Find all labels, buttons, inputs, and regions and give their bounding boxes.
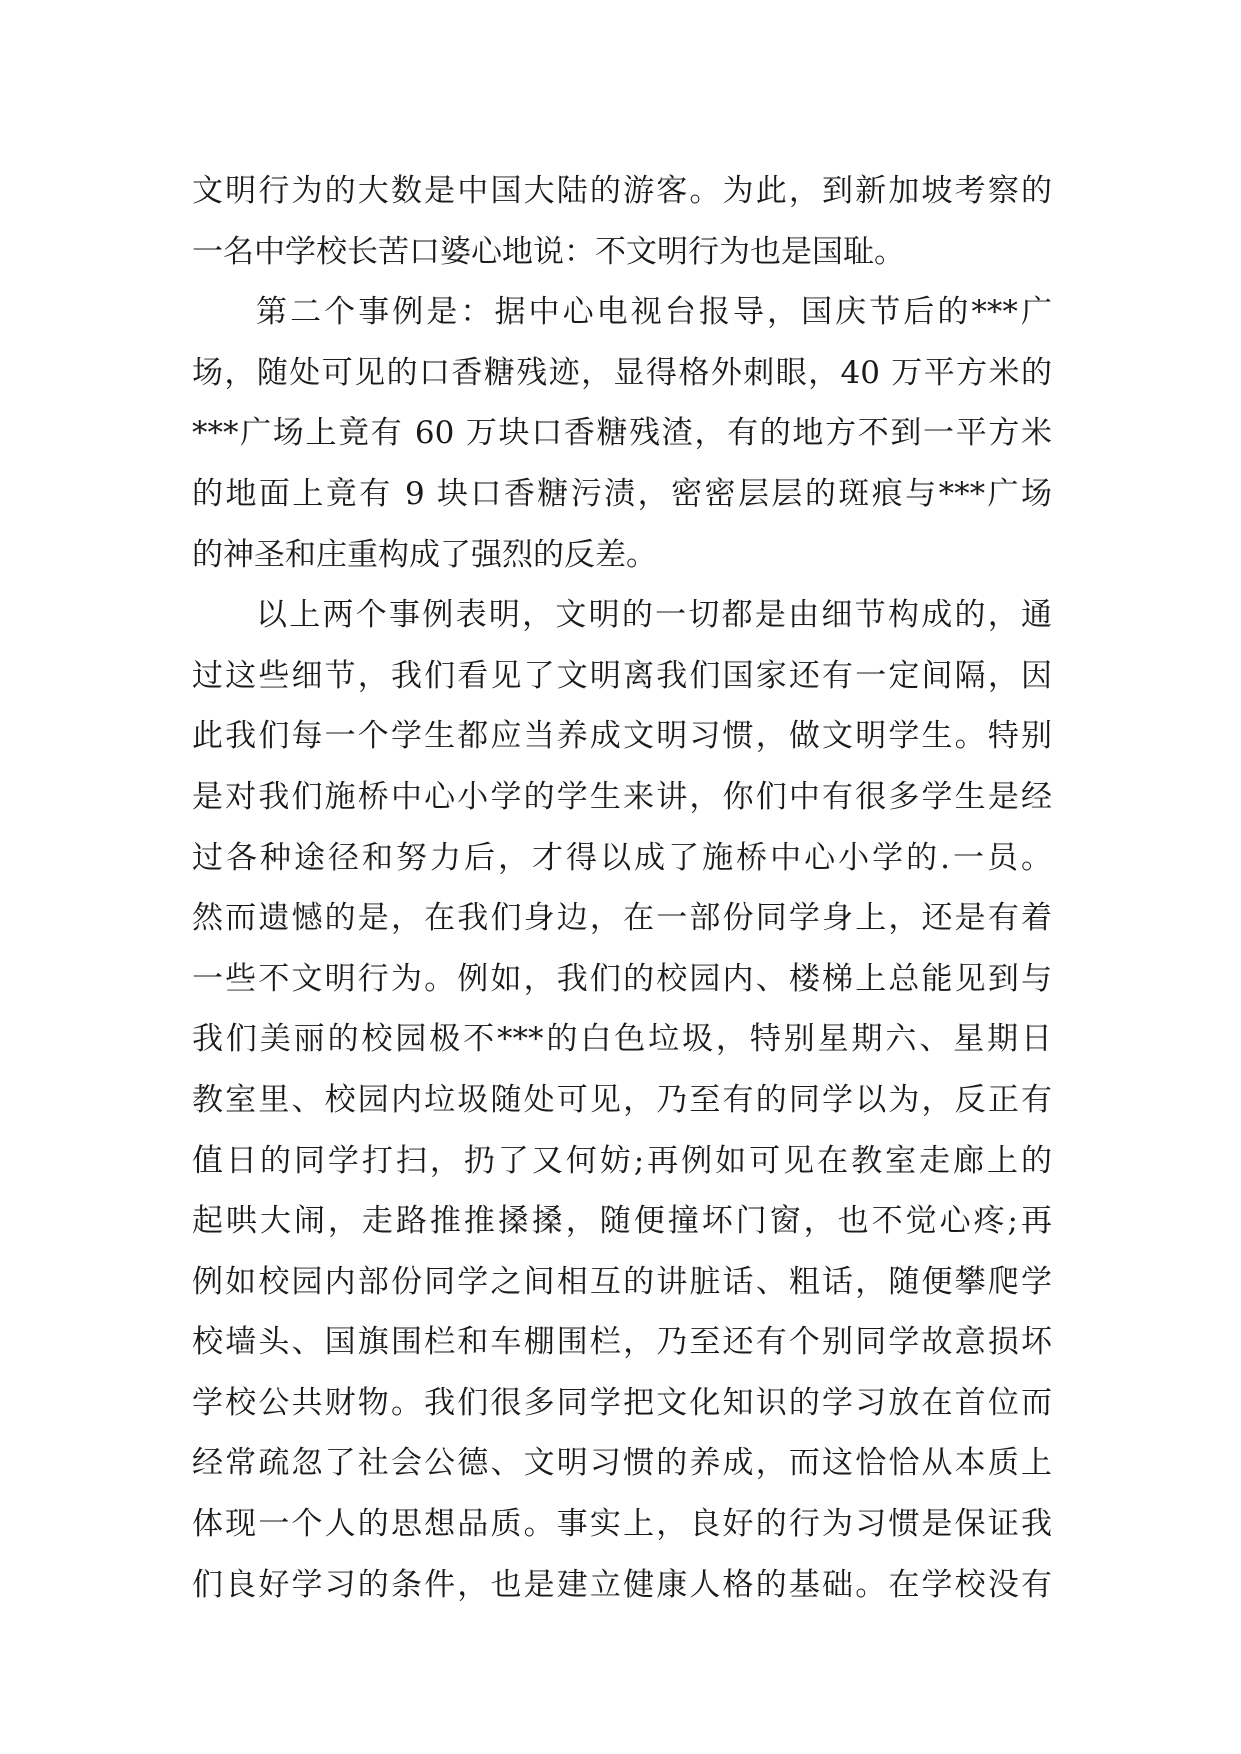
text-line: 们良好学习的条件，也是建立健康人格的基础。在学校没有 [192,1566,1052,1603]
text-line: 校墙头、国旗围栏和车棚围栏，乃至还有个别同学故意损坏 [192,1324,1052,1361]
text-line: 学校公共财物。我们很多同学把文化知识的学习放在首位而 [192,1384,1052,1421]
text-line: ***广场上竟有 60 万块口香糖残渣，有的地方不到一平方米 [192,415,1052,452]
text-line: 一名中学校长苦口婆心地说：不文明行为也是国耻。 [192,233,905,270]
text-line: 的地面上竟有 9 块口香糖污渍，密密层层的斑痕与***广场 [192,475,1052,512]
text-line: 起哄大闹，走路推推搡搡，随便撞坏门窗，也不觉心疼;再 [192,1203,1052,1240]
text-line: 是对我们施桥中心小学的学生来讲，你们中有很多学生是经 [192,778,1052,815]
text-line: 此我们每一个学生都应当养成文明习惯，做文明学生。特别 [192,718,1052,755]
paragraph-first-line: 第二个事例是：据中心电视台报导，国庆节后的***广 [256,294,1052,331]
text-line: 经常疏忽了社会公德、文明习惯的养成，而这恰恰从本质上 [192,1445,1052,1482]
text-line: 的神圣和庄重构成了强烈的反差。 [192,536,657,573]
text-line: 过各种途径和努力后，才得以成了施桥中心小学的.一员。 [192,839,1052,876]
text-line: 体现一个人的思想品质。事实上，良好的行为习惯是保证我 [192,1506,1052,1543]
text-line: 值日的同学打扫，扔了又何妨;再例如可见在教室走廊上的 [192,1142,1052,1179]
document-body [192,161,1052,1615]
text-line: 过这些细节，我们看见了文明离我们国家还有一定间隔，因 [192,657,1052,694]
text-line: 然而遗憾的是，在我们身边，在一部份同学身上，还是有着 [192,900,1052,937]
text-line: 教室里、校园内垃圾随处可见，乃至有的同学以为，反正有 [192,1081,1052,1118]
text-line: 一些不文明行为。例如，我们的校园内、楼梯上总能见到与 [192,960,1052,997]
text-line: 例如校园内部份同学之间相互的讲脏话、粗话，随便攀爬学 [192,1263,1052,1300]
text-line: 我们美丽的校园极不***的白色垃圾，特别星期六、星期日 [192,1021,1052,1058]
paragraph-first-line: 以上两个事例表明，文明的一切都是由细节构成的，通 [256,597,1052,634]
text-line: 文明行为的大数是中国大陆的游客。为此，到新加坡考察的 [192,173,1052,209]
text-line: 场，随处可见的口香糖残迹，显得格外刺眼，40 万平方米的 [192,354,1052,391]
